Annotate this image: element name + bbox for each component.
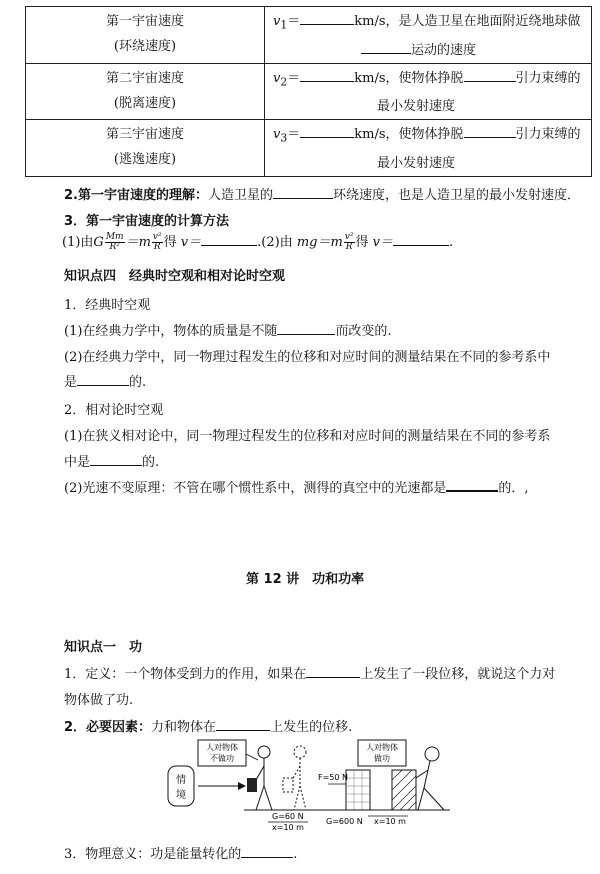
blank bbox=[393, 233, 449, 246]
desc-text: 引力束缚的 bbox=[515, 127, 581, 143]
text: 中是 bbox=[64, 455, 91, 470]
desc-text: km/s，使物体挣脱 bbox=[354, 127, 464, 143]
blank bbox=[201, 233, 257, 246]
velocity-alias: (脱离速度) bbox=[113, 95, 177, 111]
desc-text: 运动的速度 bbox=[411, 42, 477, 58]
var-v: v bbox=[273, 70, 281, 86]
factors-line bbox=[64, 716, 352, 735]
x-right-label: x=10 m bbox=[374, 817, 406, 826]
classical-line-1 bbox=[64, 320, 392, 339]
eq-sign: ＝ bbox=[287, 127, 301, 143]
work-illustration bbox=[160, 738, 490, 830]
blank bbox=[277, 322, 335, 335]
text: (1)在经典力学中，物体的质量是不随 bbox=[64, 324, 278, 339]
desc-text: km/s，使物体挣脱 bbox=[354, 70, 464, 86]
var-sub: 3 bbox=[280, 131, 288, 145]
var-v: v bbox=[273, 14, 281, 29]
table-row bbox=[26, 7, 592, 64]
var-v: v bbox=[273, 127, 281, 143]
var-sub: 1 bbox=[280, 18, 288, 32]
velocity-name-cell bbox=[26, 63, 265, 120]
scene-label-1: 情 bbox=[176, 775, 186, 786]
text: 是 bbox=[64, 375, 78, 390]
fraction: $\frac{\text{v²}}{R}$ bbox=[344, 232, 354, 252]
table-row bbox=[26, 120, 592, 177]
relativity-line-2 bbox=[64, 477, 529, 496]
velocity-name-cell bbox=[26, 120, 265, 177]
x-left-label: x=10 m bbox=[272, 823, 304, 830]
bubble-right-text-1: 人对物体 bbox=[366, 743, 398, 752]
table-row bbox=[26, 63, 592, 120]
blank bbox=[241, 845, 293, 858]
text: 1．定义：一个物体受到力的作用，如果在 bbox=[64, 667, 307, 682]
formula-text: 得 bbox=[163, 235, 177, 250]
definition-line-2: 物体做了功. bbox=[64, 693, 134, 708]
blank bbox=[464, 69, 516, 82]
blank bbox=[306, 665, 360, 678]
velocity-alias: (环绕速度) bbox=[113, 39, 177, 54]
text: . bbox=[293, 847, 298, 862]
meaning-line bbox=[64, 843, 297, 862]
item-heading: 2.第一宇宙速度的理解： bbox=[64, 188, 208, 203]
velocity-desc-cell bbox=[265, 120, 592, 177]
relativity-line-1b bbox=[64, 451, 159, 470]
text: 上发生的位移. bbox=[270, 720, 353, 735]
formula-var: G bbox=[93, 235, 104, 250]
item-text: 人造卫星的 bbox=[207, 188, 273, 203]
velocity-name: 第一宇宙速度 bbox=[105, 14, 184, 29]
classical-heading: 1．经典时空观 bbox=[64, 298, 151, 313]
knowledge-point-4-title: 知识点四 经典时空观和相对论时空观 bbox=[64, 269, 286, 284]
lecture-title: 第 12 讲 功和功率 bbox=[246, 572, 365, 587]
velocity-name: 第三宇宙速度 bbox=[105, 127, 184, 143]
velocity-desc-cell bbox=[265, 63, 592, 120]
text: 的. bbox=[142, 455, 160, 470]
item-heading: 2．必要因素： bbox=[64, 720, 152, 735]
blank bbox=[300, 125, 354, 138]
cosmic-velocity-table bbox=[25, 6, 592, 177]
item-3-heading: 3．第一宇宙速度的计算方法 bbox=[64, 214, 230, 229]
person-left-icon bbox=[256, 746, 272, 810]
eq-sign: ＝ bbox=[287, 70, 301, 86]
item-text: 环绕速度，也是人造卫星的最小发射速度． bbox=[333, 188, 581, 203]
force-label: F=50 N bbox=[318, 773, 349, 782]
formula-text: (1)由 bbox=[62, 235, 94, 250]
definition-line-1 bbox=[64, 663, 555, 682]
box-right-start bbox=[346, 770, 370, 810]
knowledge-point-1-title: 知识点一 功 bbox=[64, 640, 143, 655]
item-2-understanding bbox=[64, 184, 580, 203]
box-left bbox=[247, 778, 257, 792]
text: 而改变的. bbox=[335, 324, 392, 339]
person-right-icon bbox=[416, 747, 444, 810]
formula-var: v＝ bbox=[180, 235, 202, 250]
relativity-heading: 2．相对论时空观 bbox=[64, 403, 164, 418]
desc-text: km/s，是人造卫星在地面附近绕地球做 bbox=[354, 14, 581, 29]
formula-text: .(2)由 bbox=[257, 235, 293, 250]
fraction: $\frac{\text{v²}}{R}$ bbox=[152, 232, 162, 252]
text: 的. bbox=[129, 375, 147, 390]
eq-sign: ＝ bbox=[287, 14, 301, 29]
desc-text: 最小发射速度 bbox=[377, 99, 456, 115]
velocity-name-cell bbox=[26, 7, 265, 64]
blank bbox=[216, 718, 270, 731]
blank bbox=[464, 125, 516, 138]
g-right-label: G=600 N bbox=[326, 817, 363, 826]
formula-var: mg bbox=[296, 235, 318, 250]
formula-text: . bbox=[449, 235, 454, 250]
arrow-head bbox=[238, 782, 246, 790]
scene-label-2: 境 bbox=[176, 790, 186, 801]
var-sub: 2 bbox=[280, 75, 288, 89]
g-left-label: G=60 N bbox=[272, 812, 304, 821]
relativity-line-1: (1)在狭义相对论中，同一物理过程发生的位移和对应时间的测量结果在不同的参考系 bbox=[64, 429, 551, 444]
formula-text: ＝m bbox=[317, 235, 343, 250]
blank bbox=[90, 453, 142, 466]
formula-text: 得 bbox=[355, 235, 369, 250]
blank bbox=[77, 373, 129, 386]
velocity-alias: (逃逸速度) bbox=[113, 152, 177, 168]
text: 上发生了一段位移，就说这个力对 bbox=[360, 667, 556, 682]
classical-line-2: (2)在经典力学中，同一物理过程发生的位移和对应时间的测量结果在不同的参考系中 bbox=[64, 350, 551, 365]
text: (2)光速不变原理：不管在哪个惯性系中，测得的真空中的光速都是 bbox=[64, 481, 447, 496]
velocity-name: 第二宇宙速度 bbox=[105, 70, 184, 86]
text: 力和物体在 bbox=[151, 720, 217, 735]
blank bbox=[300, 69, 354, 82]
desc-text: 引力束缚的 bbox=[515, 70, 581, 86]
text: 功是能量转化的 bbox=[150, 847, 242, 862]
formula-line bbox=[62, 230, 453, 256]
item-heading: 3．物理意义： bbox=[64, 847, 151, 862]
formula-text: ＝m bbox=[125, 235, 151, 250]
fraction: $\frac{Mm}{\text{R²}}$ bbox=[105, 232, 124, 252]
velocity-desc-cell bbox=[265, 7, 592, 64]
text: 的．, bbox=[498, 481, 529, 496]
classical-line-2b bbox=[64, 371, 146, 390]
blank bbox=[446, 478, 498, 492]
blank bbox=[361, 41, 411, 54]
bubble-left-text-2: 不做功 bbox=[210, 754, 234, 763]
bubble-right-text-2: 做功 bbox=[374, 754, 390, 763]
person-left-moved-icon bbox=[283, 746, 306, 810]
formula-var: v＝ bbox=[372, 235, 394, 250]
blank bbox=[300, 12, 354, 25]
blank bbox=[273, 186, 333, 199]
desc-text: 最小发射速度 bbox=[377, 155, 456, 171]
bubble-left-text-1: 人对物体 bbox=[206, 743, 238, 752]
